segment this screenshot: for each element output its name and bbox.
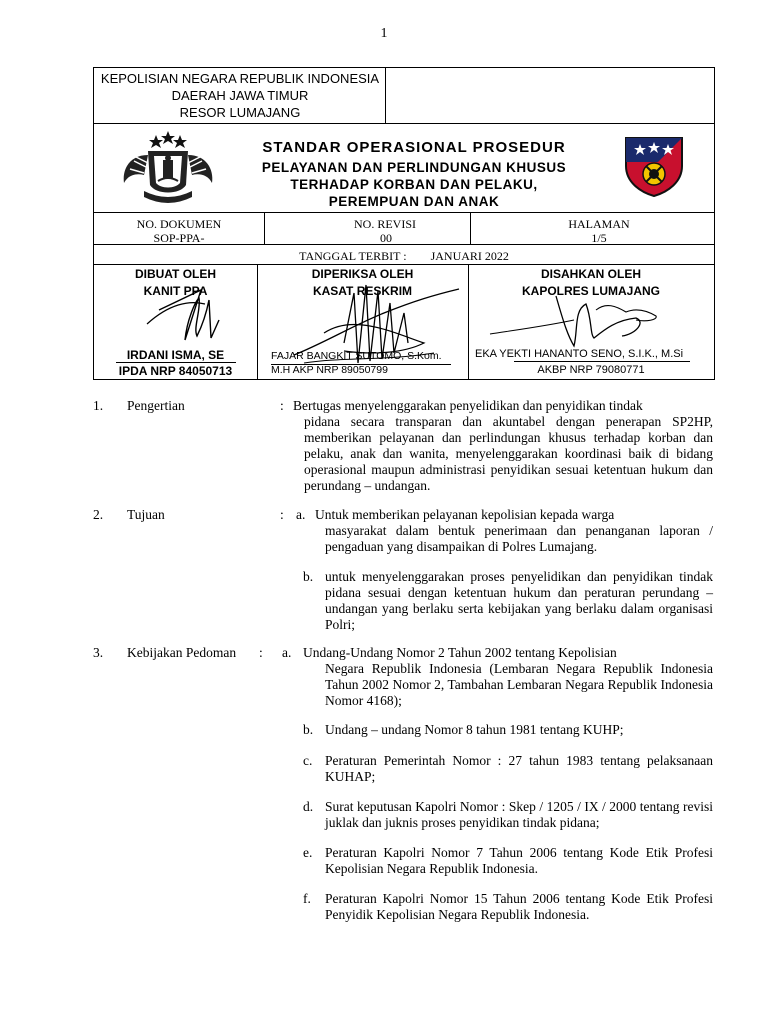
section-2-colon: : [280,507,284,522]
revision-label: NO. REVISI [354,217,416,231]
signature-kanit [129,280,239,352]
section-3-title: Kebijakan Pedoman [127,645,237,660]
doc-number-value: SOP-PPA- [153,231,205,245]
section-3-item-a-letter: a. [282,645,292,660]
section-3-item-f-body: Peraturan Kapolri Nomor 15 Tahun 2006 tentang Kode Etik Profesi Penyidik Kepolisian Negara Republik Indonesia. [325,891,713,922]
section-2-item-a-letter: a. [296,507,306,522]
section-2-item-a-first: Untuk memberikan pelayanan kepolisian kepada warga [315,507,615,522]
section-3-item-e-body: Peraturan Kapolri Nomor 7 Tahun 2006 tentang Kode Etik Profesi Kepolisian Negara Republik Indonesia. [325,845,713,876]
reskrim-emblem-logo [618,132,690,198]
page-count-label: HALAMAN [568,217,630,231]
section-3-item-a-first: Undang-Undang Nomor 2 Tahun 2002 tentang Kepolisian [303,645,617,660]
section-3-item-c-body: Peraturan Pemerintah Nomor : 27 tahun 1983 tentang pelaksanaan KUHAP; [325,753,713,784]
prepared-by-role: KANIT PPA [143,284,208,298]
org-line-3: RESOR LUMAJANG [179,105,301,120]
section-2-item-b-letter: b. [303,569,314,584]
section-3-colon: : [259,645,263,660]
sop-subtitle [234,159,594,210]
checked-by-rank: M.H AKP NRP 89050799 [271,364,388,376]
checked-by-name: FAJAR BANGKIT SUTOMO, S.Kom. [271,350,442,362]
issue-date-label: TANGGAL TERBIT : [299,249,407,263]
section-3-item-f-letter: f. [303,891,311,906]
org-line-1: KEPOLISIAN NEGARA REPUBLIK INDONESIA [100,71,380,86]
issue-date-row [94,249,714,263]
section-3-item-d-letter: d. [303,799,314,814]
checked-by-label: DIPERIKSA OLEH [311,267,414,281]
subtitle-line-1: PELAYANAN DAN PERLINDUNGAN KHUSUS [261,160,567,175]
checked-by-role: KASAT RESKRIM [312,284,413,298]
prepared-by-label: DIBUAT OLEH [134,267,217,281]
section-3-number: 3. [93,645,104,660]
section-2-item-b-body: untuk menyelenggarakan proses penyelidikan dan penyidikan tindak pidana sesuai dengan ketentuan hukum dan peraturan perundang – undangan yang berlaku serta kebijakan yang berlaku dalam organisasi Polri; [325,569,713,632]
section-3-item-d-body: Surat keputusan Kapolri Nomor : Skep / 1205 / IX / 2000 tentang revisi juklak dan juknis proses penyidikan tindak pidana; [325,799,713,830]
org-line-2: DAERAH JAWA TIMUR [171,88,309,103]
organization-name [94,70,386,121]
prepared-by-name: IRDANI ISMA, SE [126,348,225,362]
page-count-value: 1/5 [591,231,607,245]
sop-header-table [93,67,715,380]
signature-kapolres [486,290,696,352]
section-2-item-a-body: masyarakat dalam bentuk penerimaan dan penanganan laporan / pengaduan yang disampaikan di Polres Lumajang. [325,523,713,554]
section-1-colon: : [280,398,284,413]
doc-number-cell [94,217,264,245]
subtitle-line-3: PEREMPUAN DAN ANAK [328,194,500,209]
section-3-item-a-body: Negara Republik Indonesia (Lembaran Negara Republik Indonesia Tahun 2002 Nomor 2, Tambahan Lembaran Negara Republik Indonesia Nomor 4168); [325,661,713,708]
revision-cell [354,217,464,245]
approved-by-role: KAPOLRES LUMAJANG [521,284,660,298]
prepared-by-rank: IPDA NRP 84050713 [118,364,233,378]
page-count-cell [539,217,659,245]
subtitle-line-2: TERHADAP KORBAN DAN PELAKU, [290,177,538,192]
section-1-first-line: Bertugas menyelenggarakan penyelidikan dan penyidikan tindak [293,398,643,413]
section-1-body: pidana secara transparan dan akuntabel dengan penerapan SP2HP, memberikan pelayanan dan perlindungan khusus terhadap korban dan pelaku, anak dan wanita, menyelenggarakan koordinasi baik di bidang operasional maupun administrasi penyidikan sesuai ketentuan hukum dan perundang – undangan. [304,414,713,493]
section-2-title: Tujuan [127,507,165,522]
issue-date-value: JANUARI 2022 [430,249,509,263]
section-1-title: Pengertian [127,398,185,413]
doc-number-label: NO. DOKUMEN [136,217,222,231]
police-emblem-logo [118,131,214,203]
sop-title: STANDAR OPERASIONAL PROSEDUR [262,139,566,156]
section-3-item-b-letter: b. [303,722,314,737]
approved-by-rank: AKBP NRP 79080771 [537,364,645,376]
page-number: 1 [380,26,388,41]
approved-by-name: EKA YEKTI HANANTO SENO, S.I.K., M.Si [475,348,684,360]
section-1-number: 1. [93,398,104,413]
section-3-item-c-letter: c. [303,753,313,768]
approved-by-label: DISAHKAN OLEH [540,267,641,281]
section-3-item-b-body: Undang – undang Nomor 8 tahun 1981 tentang KUHP; [325,722,624,737]
section-2-number: 2. [93,507,104,522]
revision-value: 00 [380,231,392,245]
section-3-item-e-letter: e. [303,845,313,860]
